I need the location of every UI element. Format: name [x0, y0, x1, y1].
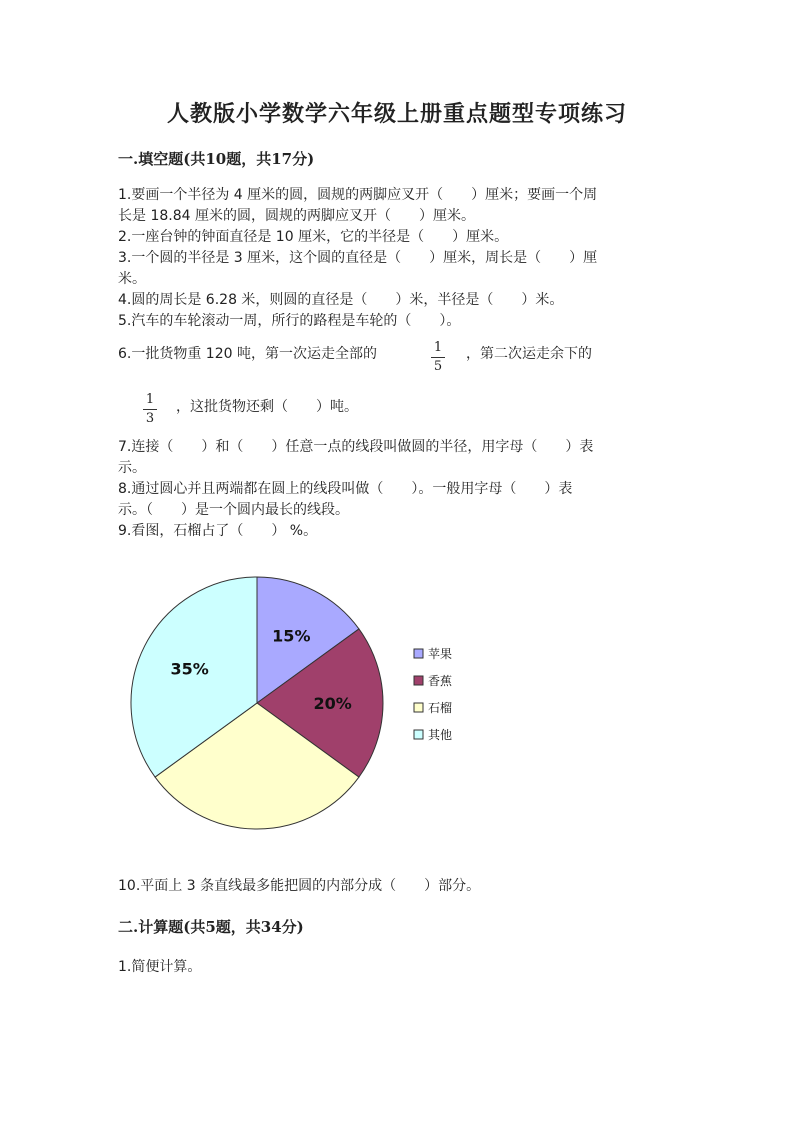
- pie-slice-label-1: 20%: [313, 694, 352, 713]
- fraction-numerator: 1: [145, 392, 155, 407]
- fraction-numerator: 1: [433, 340, 443, 355]
- question-6-part-1: 6.一批货物重 120 吨，第一次运走全部的: [118, 346, 377, 362]
- legend-label-2: 石榴: [428, 701, 453, 715]
- question-4: 4.圆的周长是 6.28 米，则圆的直径是（ ）米，半径是（ ）米。: [118, 292, 564, 308]
- section-heading-calculation: 二.计算题(共5题，共34分): [118, 918, 304, 936]
- question-6-part-2: ，第二次运走余下的: [466, 346, 592, 362]
- legend-swatch-2: [414, 703, 423, 712]
- legend-label-1: 香蕉: [428, 674, 453, 688]
- legend-swatch-0: [414, 649, 423, 658]
- question-8-line-1: 8.通过圆心并且两端都在圆上的线段叫做（ ）。一般用字母（ ）表: [118, 481, 573, 497]
- legend-swatch-3: [414, 730, 423, 739]
- question-3-line-2: 米。: [118, 271, 146, 287]
- question-9: 9.看图，石榴占了（ ） %。: [118, 523, 318, 539]
- question-1-line-2: 长是 18.84 厘米的圆，圆规的两脚应叉开（ ）厘米。: [118, 208, 475, 224]
- fraction-denominator: 3: [145, 411, 155, 426]
- question-6-part-3: ，这批货物还剩（ ）吨。: [176, 399, 358, 415]
- pie-slice-label-3: 35%: [170, 659, 209, 679]
- legend-label-0: 苹果: [428, 647, 453, 661]
- calc-question-1: 1.简便计算。: [118, 959, 202, 975]
- fraction-denominator: 5: [433, 359, 443, 374]
- question-1-line-1: 1.要画一个半径为 4 厘米的圆，圆规的两脚应叉开（ ）厘米；要画一个周: [118, 187, 598, 203]
- question-2: 2.一座台钟的钟面直径是 10 厘米，它的半径是（ ）厘米。: [118, 229, 509, 245]
- legend-swatch-1: [414, 676, 423, 685]
- legend-label-3: 其他: [428, 728, 453, 742]
- page-title: 人教版小学数学六年级上册重点题型专项练习: [166, 101, 627, 127]
- question-3-line-1: 3.一个圆的半径是 3 厘米，这个圆的直径是（ ）厘米，周长是（ ）厘: [118, 250, 598, 266]
- pie-slice-label-0: 15%: [272, 626, 311, 646]
- question-7-line-1: 7.连接（ ）和（ ）任意一点的线段叫做圆的半径，用字母（ ）表: [118, 439, 594, 455]
- question-8-line-2: 示。（ ）是一个圆内最长的线段。: [118, 502, 349, 518]
- section-heading-fill-blank: 一.填空题(共10题，共17分): [118, 150, 315, 168]
- question-7-line-2: 示。: [118, 460, 146, 476]
- question-5: 5.汽车的车轮滚动一周，所行的路程是车轮的（ ）。: [118, 313, 461, 329]
- question-10: 10.平面上 3 条直线最多能把圆的内部分成（ ）部分。: [118, 878, 481, 894]
